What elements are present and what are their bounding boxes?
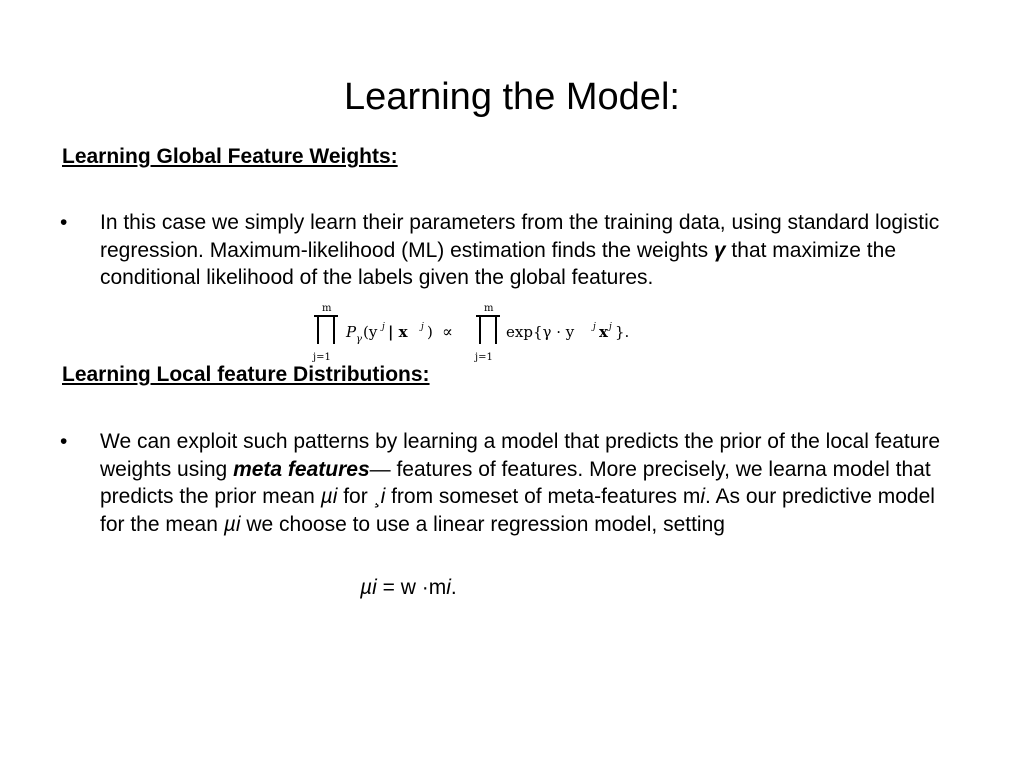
propto-symbol: ∝: [442, 322, 453, 341]
lhs-bar-x: | x: [388, 323, 408, 341]
bullet-symbol: •: [60, 211, 68, 234]
likelihood-formula: [310, 300, 650, 368]
text-segment: that maximize the conditional likelihood of the labels given the global features.: [100, 238, 896, 289]
gamma-symbol: γ: [713, 238, 726, 262]
mu-symbol: µ: [320, 485, 333, 508]
equation-body: = w ·m: [376, 576, 447, 599]
text-segment: In this case we simply learn their parameters from the training data, using standard logistic regression. Maximum-likelihood (ML) estimation finds the weights: [100, 211, 940, 262]
rhs-sup-j2: j: [609, 322, 612, 332]
section-heading-global-weights: Learning Global Feature Weights:: [62, 145, 398, 168]
product-symbol-1: [314, 316, 338, 344]
mu-symbol: µ: [360, 576, 373, 599]
formula-graphic: [310, 300, 650, 368]
product-symbol-2: [476, 316, 500, 344]
bullet-symbol: •: [60, 430, 68, 453]
lhs-close: ): [427, 323, 433, 341]
rhs-exp: exp{γ · y: [506, 323, 575, 341]
slide-title: Learning the Model:: [344, 76, 680, 118]
meta-features-term: meta features: [233, 457, 370, 481]
index-i: i: [235, 512, 241, 536]
lhs-sup-j: j: [382, 322, 385, 332]
text-segment: . As our predictive model for the mean: [100, 485, 935, 536]
index-i: i: [446, 576, 451, 599]
rhs-end: }.: [615, 323, 630, 341]
rhs-sup-j: j: [593, 322, 596, 332]
index-i: i: [372, 576, 377, 599]
index-i: i: [332, 485, 338, 508]
mean-equation: [360, 574, 457, 601]
lhs-p: P: [346, 323, 357, 341]
index-i: i: [380, 485, 386, 508]
prod-top-1: m: [322, 303, 332, 314]
text-segment: we choose to use a linear regression model, setting: [240, 512, 725, 536]
rhs-x: x: [599, 323, 608, 341]
index-i: i: [700, 485, 706, 508]
lhs-sup-j2: j: [421, 322, 424, 332]
bullet-text: [100, 209, 960, 292]
bullet-global-weights: [60, 209, 960, 292]
text-segment: — features of features. More precisely, we learna model that predicts the prior mean: [100, 457, 931, 508]
mu-symbol: µ: [223, 512, 236, 536]
text-segment: from someset of meta-features m: [385, 485, 701, 508]
bullet-local-distributions: [60, 428, 960, 538]
section-heading-local-distributions: Learning Local feature Distributions:: [62, 363, 430, 386]
prod-bottom-1: j=1: [313, 352, 331, 363]
bullet-text: [100, 428, 960, 538]
prod-bottom-2: j=1: [475, 352, 493, 363]
text-segment: We can exploit such patterns by learning a model that predicts the prior of the local feature weights using: [100, 430, 941, 481]
prod-top-2: m: [484, 303, 494, 314]
text-segment: for ¸: [337, 485, 381, 508]
equation-period: .: [450, 576, 457, 599]
lhs-args: (y: [363, 323, 378, 341]
lhs-sub-gamma: γ: [356, 334, 362, 345]
